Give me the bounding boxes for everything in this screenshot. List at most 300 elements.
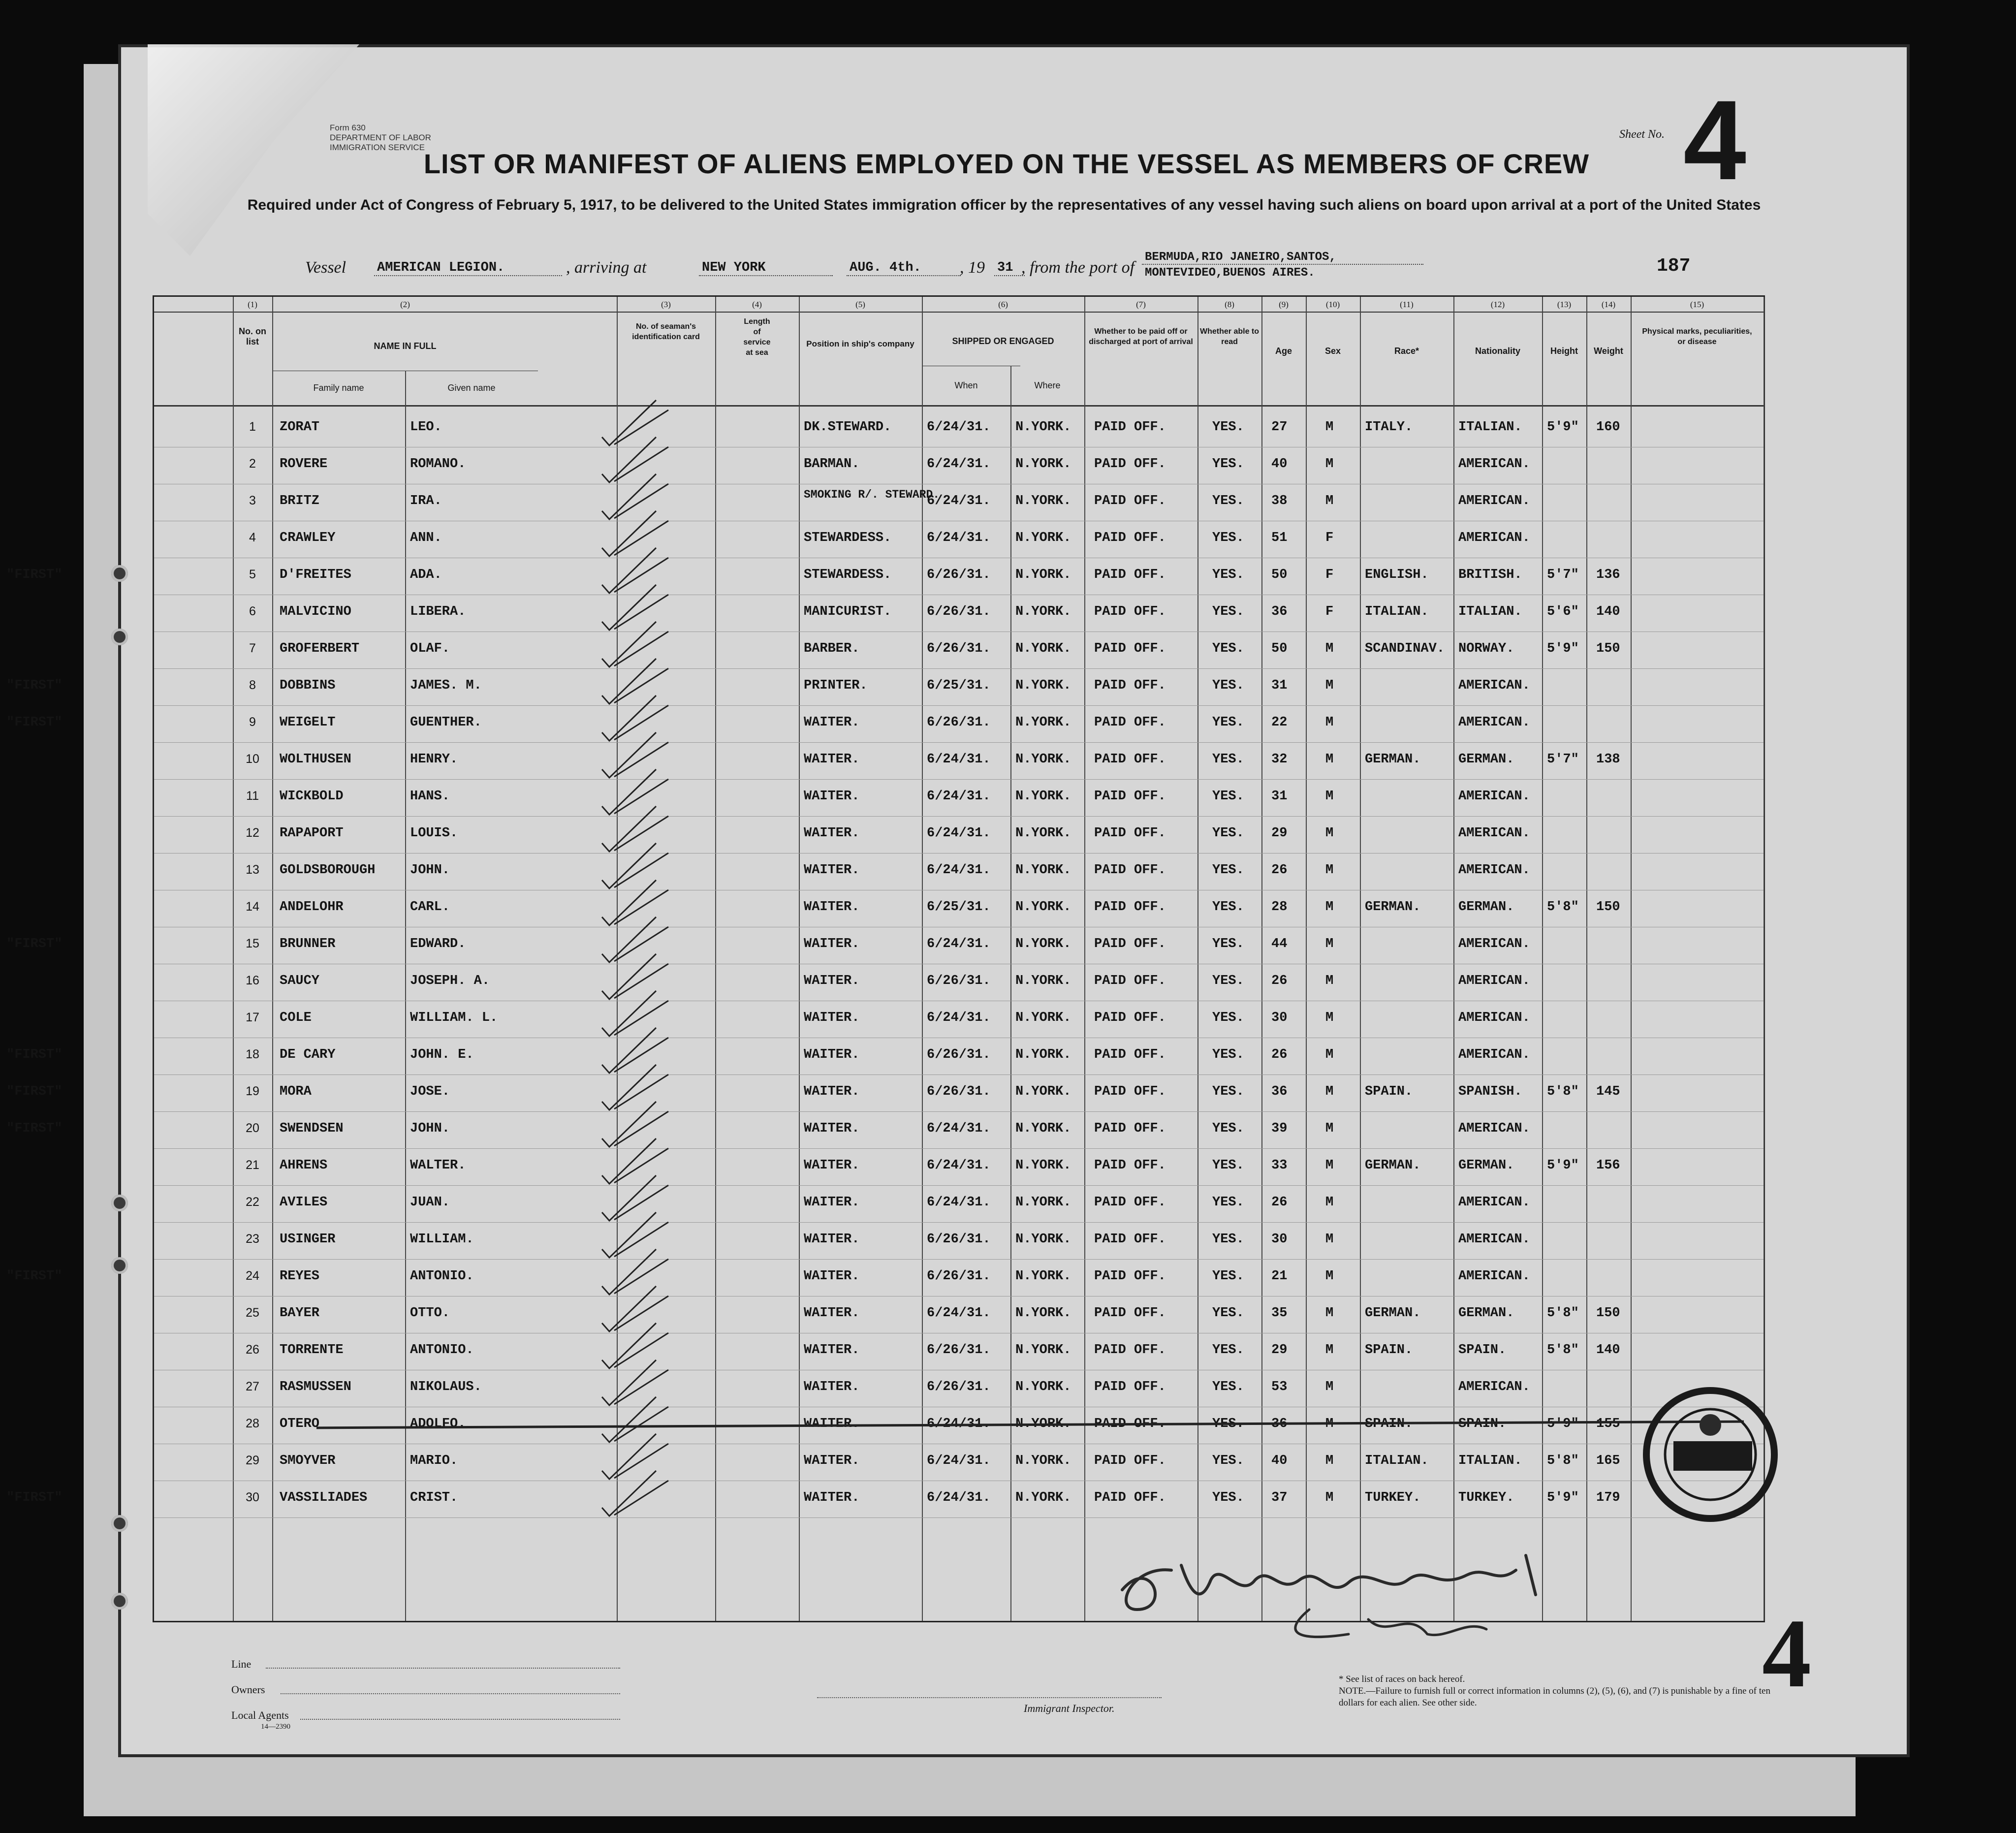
cell-read: YES.: [1212, 678, 1244, 693]
cell-when: 6/26/31.: [927, 1232, 991, 1247]
cell-family: MORA: [280, 1084, 312, 1099]
cell-nationality: SPANISH.: [1458, 1084, 1522, 1099]
cell-paid: PAID OFF.: [1094, 1158, 1166, 1173]
punch-hole: [111, 1195, 128, 1211]
cell-when: 6/26/31.: [927, 568, 991, 582]
cell-age: 39: [1271, 1121, 1288, 1136]
col-2-header: NAME IN FULL: [374, 341, 437, 351]
family-name-header: Family name: [313, 383, 364, 393]
cell-nationality: AMERICAN.: [1458, 826, 1530, 841]
cell-sex: M: [1325, 457, 1334, 472]
cell-weight: 150: [1596, 641, 1620, 656]
cell-when: 6/24/31.: [927, 1158, 991, 1173]
cell-given: GUENTHER.: [410, 715, 482, 730]
cell-read: YES.: [1212, 900, 1244, 915]
cell-given: LOUIS.: [410, 826, 458, 841]
cell-where: N.YORK.: [1015, 1306, 1071, 1321]
cell-family: TORRENTE: [280, 1343, 344, 1358]
cell-when: 6/24/31.: [927, 789, 991, 804]
cell-nationality: AMERICAN.: [1458, 1047, 1530, 1062]
cell-age: 26: [1271, 863, 1288, 878]
cell-age: 35: [1271, 1306, 1288, 1321]
cell-height: 5'8": [1547, 1454, 1579, 1468]
cell-given: ADA.: [410, 568, 442, 582]
table-row: [6, 1038, 1764, 1075]
cell-no: 26: [246, 1343, 259, 1357]
cell-weight: 156: [1596, 1158, 1620, 1173]
cell-where: N.YORK.: [1015, 1269, 1071, 1284]
cell-given: ANTONIO.: [410, 1343, 474, 1358]
cell-sex: M: [1325, 1195, 1334, 1210]
when-header: When: [954, 380, 978, 390]
cell-height: 5'9": [1547, 1417, 1579, 1431]
local-agents-label: Local Agents: [231, 1709, 289, 1721]
cell-position: WAITER.: [804, 1232, 860, 1247]
cell-sex: M: [1325, 974, 1334, 988]
cell-position: WAITER.: [804, 1158, 860, 1173]
col-3-header: No. of seaman's identification card: [632, 322, 700, 341]
cell-age: 26: [1271, 1047, 1288, 1062]
col-12-number: (12): [1490, 300, 1505, 309]
table-row: [154, 1148, 1764, 1186]
cell-family: ANDELOHR: [280, 900, 344, 915]
cell-paid: PAID OFF.: [1094, 1195, 1166, 1210]
table-row: [154, 1370, 1764, 1407]
cell-when: 6/24/31.: [927, 752, 991, 767]
cell-paid: PAID OFF.: [1094, 1490, 1166, 1505]
table-row: [154, 484, 1764, 521]
cell-when: 6/26/31.: [927, 1269, 991, 1284]
given-name-header: Given name: [447, 383, 496, 393]
col-1-header: No. on list: [239, 326, 266, 347]
cell-nationality: AMERICAN.: [1458, 1269, 1530, 1284]
from-label: , from the port of: [1021, 258, 1135, 277]
table-row: [154, 1444, 1764, 1481]
table-row: [6, 927, 1764, 964]
punch-hole: [111, 629, 128, 645]
line-label: Line: [231, 1658, 252, 1670]
cell-where: N.YORK.: [1015, 826, 1071, 841]
cell-sex: M: [1325, 752, 1334, 767]
cell-sex: M: [1325, 1417, 1334, 1431]
cell-weight: 138: [1596, 752, 1620, 767]
agents-form-number: 14—2390: [261, 1723, 290, 1731]
cell-given: JOSE.: [410, 1084, 450, 1099]
cell-family: ZORAT: [280, 420, 320, 435]
cell-paid: PAID OFF.: [1094, 752, 1166, 767]
cell-weight: 155: [1596, 1417, 1620, 1431]
cell-sex: M: [1325, 1306, 1334, 1321]
cell-age: 32: [1271, 752, 1288, 767]
table-row: [6, 558, 1764, 595]
cell-nationality: ITALIAN.: [1458, 604, 1522, 619]
cell-age: 28: [1271, 900, 1288, 915]
cell-where: N.YORK.: [1015, 937, 1071, 951]
cell-nationality: TURKEY.: [1458, 1490, 1514, 1505]
cell-when: 6/24/31.: [927, 826, 991, 841]
cell-read: YES.: [1212, 1158, 1244, 1173]
cell-paid: PAID OFF.: [1094, 531, 1166, 545]
cell-weight: 140: [1596, 604, 1620, 619]
cell-race: GERMAN.: [1365, 1306, 1421, 1321]
cell-family: RAPAPORT: [280, 826, 344, 841]
cell-when: 6/24/31.: [927, 1011, 991, 1025]
cell-height: 5'9": [1547, 1158, 1579, 1173]
vessel-name: AMERICAN LEGION.: [374, 260, 562, 276]
cell-read: YES.: [1212, 1454, 1244, 1468]
cell-when: 6/24/31.: [927, 937, 991, 951]
vessel-info: [305, 253, 1860, 288]
punch-hole: [111, 1515, 128, 1532]
cell-sex: M: [1325, 900, 1334, 915]
cell-paid: PAID OFF.: [1094, 678, 1166, 693]
cell-given: WILLIAM.: [410, 1232, 474, 1247]
cell-height: 5'7": [1547, 568, 1579, 582]
cell-sex: M: [1325, 1047, 1334, 1062]
cell-family: RASMUSSEN: [280, 1380, 351, 1394]
cell-given: LEO.: [410, 420, 442, 435]
table-row: [154, 410, 1764, 447]
cell-family: WOLTHUSEN: [280, 752, 351, 767]
cell-given: EDWARD.: [410, 937, 466, 951]
cell-when: 6/24/31.: [927, 1306, 991, 1321]
cell-read: YES.: [1212, 715, 1244, 730]
col-6-header: SHIPPED OR ENGAGED: [952, 336, 1054, 346]
cell-no: 15: [246, 937, 259, 950]
cell-read: YES.: [1212, 826, 1244, 841]
cell-nationality: GERMAN.: [1458, 900, 1514, 915]
cell-no: 17: [246, 1011, 259, 1024]
cell-read: YES.: [1212, 1232, 1244, 1247]
cell-given: CARL.: [410, 900, 450, 915]
where-header: Where: [1034, 380, 1061, 390]
cell-position: SMOKING R/. STEWARD.: [804, 488, 940, 501]
cell-position: WAITER.: [804, 1490, 860, 1505]
cell-where: N.YORK.: [1015, 715, 1071, 730]
cell-no: 5: [249, 568, 256, 581]
cell-sex: M: [1325, 1380, 1334, 1394]
cell-nationality: BRITISH.: [1458, 568, 1522, 582]
table-row: [154, 595, 1764, 632]
cell-mark: "FIRST": [6, 1084, 63, 1099]
cell-position: WAITER.: [804, 1121, 860, 1136]
cell-position: WAITER.: [804, 1084, 860, 1099]
cell-given: JAMES. M.: [410, 678, 482, 693]
cell-sex: M: [1325, 1269, 1334, 1284]
cell-given: JOHN. E.: [410, 1047, 474, 1062]
cell-age: 38: [1271, 494, 1288, 508]
cell-where: N.YORK.: [1015, 1454, 1071, 1468]
cell-height: 5'8": [1547, 1084, 1579, 1099]
cell-no: 7: [249, 641, 256, 655]
cell-position: WAITER.: [804, 1380, 860, 1394]
cell-mark: "FIRST": [6, 678, 63, 693]
cell-race: SCANDINAV.: [1365, 641, 1445, 656]
table-row: [154, 1001, 1764, 1038]
cell-family: GOLDSBOROUGH: [280, 863, 376, 878]
cell-when: 6/26/31.: [927, 974, 991, 988]
cell-age: 21: [1271, 1269, 1288, 1284]
cell-read: YES.: [1212, 1417, 1244, 1431]
cell-position: WAITER.: [804, 1454, 860, 1468]
col-14-header: Weight: [1594, 346, 1623, 356]
cell-no: 20: [246, 1121, 259, 1135]
col-14-number: (14): [1601, 300, 1616, 309]
cell-where: N.YORK.: [1015, 641, 1071, 656]
cell-paid: PAID OFF.: [1094, 937, 1166, 951]
cell-where: N.YORK.: [1015, 1158, 1071, 1173]
penalty-note: NOTE.—Failure to furnish full or correct information in columns (2), (5), (6), and (7) is punishable by a fine of ten dollars for each alien. See other side.: [1339, 1686, 1770, 1708]
race-footnote: * See list of races on back hereof.: [1339, 1674, 1465, 1684]
col-3-number: (3): [661, 300, 671, 309]
cell-paid: PAID OFF.: [1094, 1269, 1166, 1284]
cell-weight: 140: [1596, 1343, 1620, 1358]
cell-family: DOBBINS: [280, 678, 336, 693]
table-row: [154, 1185, 1764, 1223]
cell-nationality: AMERICAN.: [1458, 789, 1530, 804]
cell-where: N.YORK.: [1015, 863, 1071, 878]
cell-sex: M: [1325, 494, 1334, 508]
cell-where: N.YORK.: [1015, 1232, 1071, 1247]
cell-read: YES.: [1212, 1011, 1244, 1025]
cell-no: 29: [246, 1454, 259, 1467]
cell-sex: M: [1325, 1454, 1334, 1468]
cell-family: D'FREITES: [280, 568, 351, 582]
col-4-header: Length of service at sea: [743, 317, 771, 357]
cell-nationality: SPAIN.: [1458, 1343, 1507, 1358]
cell-when: 6/24/31.: [927, 457, 991, 472]
cell-given: IRA.: [410, 494, 442, 508]
cell-where: N.YORK.: [1015, 531, 1071, 545]
cell-no: 25: [246, 1306, 259, 1320]
cell-race: ITALIAN.: [1365, 604, 1429, 619]
table-row: [154, 779, 1764, 817]
cell-position: WAITER.: [804, 826, 860, 841]
cell-sex: M: [1325, 1158, 1334, 1173]
col-12-header: Nationality: [1475, 346, 1520, 356]
page-subtitle: Required under Act of Congress of February 5, 1917, to be delivered to the United States immigration officer by the representatives of any vessel having such aliens on board upon arrival at a port of the United States: [247, 197, 1761, 213]
cell-height: 5'9": [1547, 1490, 1579, 1505]
cell-paid: PAID OFF.: [1094, 1306, 1166, 1321]
cell-weight: 165: [1596, 1454, 1620, 1468]
cell-nationality: ITALIAN.: [1458, 1454, 1522, 1468]
cell-sex: F: [1325, 531, 1334, 545]
cell-sex: M: [1325, 1343, 1334, 1358]
cell-weight: 160: [1596, 420, 1620, 435]
cell-family: MALVICINO: [280, 604, 351, 619]
cell-age: 44: [1271, 937, 1288, 951]
col-7-header: Whether to be paid off or discharged at port of arrival: [1089, 327, 1193, 346]
cell-read: YES.: [1212, 420, 1244, 435]
cell-given: LIBERA.: [410, 604, 466, 619]
cell-where: N.YORK.: [1015, 1343, 1071, 1358]
cell-position: WAITER.: [804, 752, 860, 767]
cell-family: GROFERBERT: [280, 641, 360, 656]
cell-position: WAITER.: [804, 1195, 860, 1210]
cell-where: N.YORK.: [1015, 420, 1071, 435]
cell-position: WAITER.: [804, 789, 860, 804]
col-2-number: (2): [400, 300, 410, 309]
cell-where: N.YORK.: [1015, 1490, 1071, 1505]
cell-given: ANTONIO.: [410, 1269, 474, 1284]
cell-read: YES.: [1212, 1047, 1244, 1062]
cell-sex: F: [1325, 604, 1334, 619]
cell-sex: F: [1325, 568, 1334, 582]
cell-family: AVILES: [280, 1195, 328, 1210]
cell-sex: M: [1325, 1121, 1334, 1136]
table-row: [154, 890, 1764, 927]
col-15-number: (15): [1690, 300, 1704, 309]
cell-position: PRINTER.: [804, 678, 868, 693]
cell-when: 6/25/31.: [927, 900, 991, 915]
cell-sex: M: [1325, 715, 1334, 730]
cell-read: YES.: [1212, 568, 1244, 582]
cell-age: 40: [1271, 1454, 1288, 1468]
punch-hole: [111, 1257, 128, 1274]
cell-sex: M: [1325, 678, 1334, 693]
cell-where: N.YORK.: [1015, 752, 1071, 767]
cell-nationality: AMERICAN.: [1458, 678, 1530, 693]
cell-sex: M: [1325, 641, 1334, 656]
cell-when: 6/26/31.: [927, 1380, 991, 1394]
cell-read: YES.: [1212, 1380, 1244, 1394]
year-prefix: , 19: [960, 258, 985, 277]
table-row: [6, 705, 1764, 743]
from-port-1: BERMUDA,RIO JANEIRO,SANTOS,: [1142, 251, 1423, 265]
vessel-label: Vessel: [305, 258, 346, 277]
cell-no: 24: [246, 1269, 259, 1283]
cell-paid: PAID OFF.: [1094, 1121, 1166, 1136]
cell-no: 11: [246, 789, 259, 803]
cell-age: 40: [1271, 457, 1288, 472]
cell-position: WAITER.: [804, 1011, 860, 1025]
cell-read: YES.: [1212, 863, 1244, 878]
sheet-number: 4: [1683, 77, 1746, 203]
table-row: [6, 1259, 1764, 1296]
cell-nationality: ITALIAN.: [1458, 420, 1522, 435]
col-13-header: Height: [1550, 346, 1578, 356]
cell-position: WAITER.: [804, 863, 860, 878]
cell-age: 33: [1271, 1158, 1288, 1173]
cell-no: 27: [246, 1380, 259, 1393]
cell-age: 26: [1271, 1195, 1288, 1210]
cell-read: YES.: [1212, 531, 1244, 545]
cell-read: YES.: [1212, 1084, 1244, 1099]
table-row: [154, 1296, 1764, 1333]
col-11-number: (11): [1400, 300, 1414, 309]
cell-nationality: AMERICAN.: [1458, 1380, 1530, 1394]
cell-position: DK.STEWARD.: [804, 420, 892, 435]
local-agents-field: [300, 1719, 620, 1720]
cell-age: 30: [1271, 1232, 1288, 1247]
cell-no: 1: [249, 420, 256, 434]
cell-given: WALTER.: [410, 1158, 466, 1173]
cell-race: ITALIAN.: [1365, 1454, 1429, 1468]
cell-family: DE CARY: [280, 1047, 336, 1062]
col-6-number: (6): [998, 300, 1008, 309]
cell-given: HENRY.: [410, 752, 458, 767]
cell-nationality: AMERICAN.: [1458, 1195, 1530, 1210]
cell-no: 14: [246, 900, 259, 914]
cell-height: 5'8": [1547, 900, 1579, 915]
year-suffix: 31: [994, 260, 1025, 276]
corner-sheet-number: 4: [1762, 1599, 1811, 1708]
cell-age: 26: [1271, 974, 1288, 988]
cell-paid: PAID OFF.: [1094, 1047, 1166, 1062]
cell-paid: PAID OFF.: [1094, 1084, 1166, 1099]
inspector-field: [817, 1697, 1162, 1698]
cell-given: JOHN.: [410, 863, 450, 878]
cell-read: YES.: [1212, 1121, 1244, 1136]
col-8-header: Whether able to read: [1200, 327, 1260, 346]
cell-where: N.YORK.: [1015, 604, 1071, 619]
cell-weight: 136: [1596, 568, 1620, 582]
cell-nationality: AMERICAN.: [1458, 1121, 1530, 1136]
cell-where: N.YORK.: [1015, 1195, 1071, 1210]
cell-family: COLE: [280, 1011, 312, 1025]
inspector-label: Immigrant Inspector.: [1024, 1702, 1115, 1714]
table-row: [154, 742, 1764, 780]
cell-sex: M: [1325, 863, 1334, 878]
cell-when: 6/24/31.: [927, 1195, 991, 1210]
cell-age: 29: [1271, 1343, 1288, 1358]
cell-paid: PAID OFF.: [1094, 715, 1166, 730]
cell-no: 19: [246, 1084, 259, 1098]
cell-read: YES.: [1212, 457, 1244, 472]
cell-race: GERMAN.: [1365, 752, 1421, 767]
arriving-port: NEW YORK: [699, 260, 833, 276]
col-15-header: Physical marks, peculiarities, or disease: [1642, 327, 1752, 346]
cell-mark: "FIRST": [6, 715, 63, 730]
cell-age: 27: [1271, 420, 1288, 435]
cell-where: N.YORK.: [1015, 1417, 1071, 1431]
cell-read: YES.: [1212, 789, 1244, 804]
cell-where: N.YORK.: [1015, 678, 1071, 693]
cell-nationality: AMERICAN.: [1458, 457, 1530, 472]
cell-when: 6/26/31.: [927, 641, 991, 656]
cell-paid: PAID OFF.: [1094, 420, 1166, 435]
check-mark-icon: [597, 1461, 671, 1520]
cell-age: 51: [1271, 531, 1288, 545]
crew-manifest-table: [6, 295, 1765, 1622]
cell-age: 31: [1271, 678, 1288, 693]
cell-weight: 150: [1596, 1306, 1620, 1321]
cell-position: WAITER.: [804, 1269, 860, 1284]
cell-height: 5'9": [1547, 641, 1579, 656]
col-9-header: Age: [1275, 346, 1292, 356]
cell-position: WAITER.: [804, 1343, 860, 1358]
cell-age: 37: [1271, 1490, 1288, 1505]
cell-sex: M: [1325, 420, 1334, 435]
cell-mark: "FIRST": [6, 937, 63, 951]
cell-paid: PAID OFF.: [1094, 1417, 1166, 1431]
cell-family: REYES: [280, 1269, 320, 1284]
cell-when: 6/24/31.: [927, 494, 991, 508]
cell-nationality: AMERICAN.: [1458, 715, 1530, 730]
cell-nationality: AMERICAN.: [1458, 531, 1530, 545]
cell-no: 22: [246, 1195, 259, 1209]
cell-position: WAITER.: [804, 937, 860, 951]
cell-position: BARBER.: [804, 641, 860, 656]
cell-height: 5'8": [1547, 1306, 1579, 1321]
cell-given: OLAF.: [410, 641, 450, 656]
arriving-label: , arriving at: [566, 258, 647, 277]
cell-no: 4: [249, 531, 256, 544]
col-11-header: Race*: [1394, 346, 1419, 356]
cell-paid: PAID OFF.: [1094, 826, 1166, 841]
cell-paid: PAID OFF.: [1094, 974, 1166, 988]
cell-mark: "FIRST": [6, 1490, 63, 1505]
